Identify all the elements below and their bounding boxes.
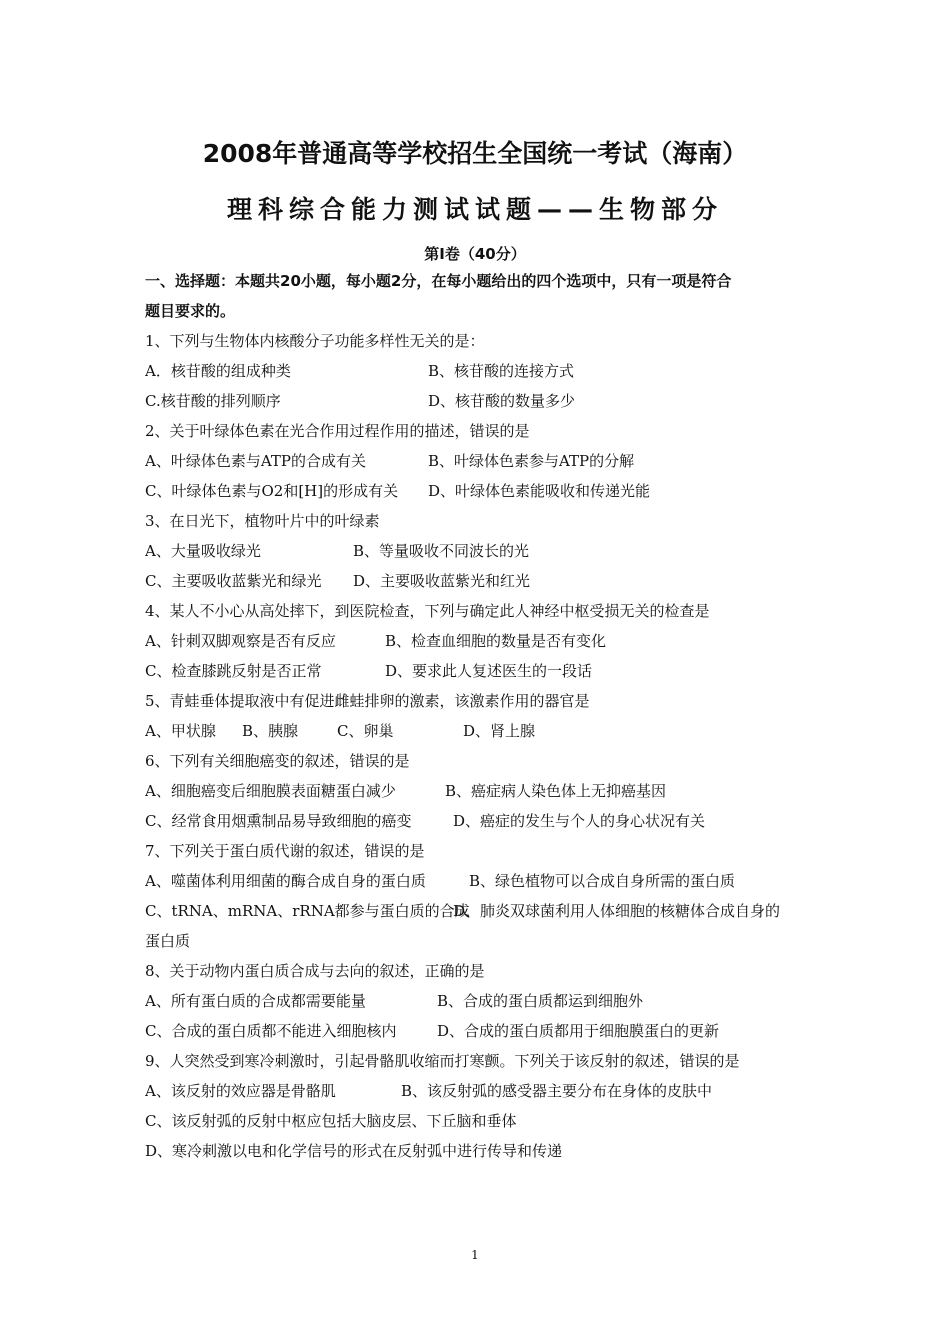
- question-stem: 6、下列有关细胞癌变的叙述，错误的是: [145, 752, 410, 770]
- question-stem: 5、青蛙垂体提取液中有促进雌蛙排卵的激素，该激素作用的器官是: [145, 692, 590, 710]
- option-c: C、该反射弧的反射中枢应包括大脑皮层、下丘脑和垂体: [145, 1112, 517, 1130]
- option-a: A、噬菌体利用细菌的酶合成自身的蛋白质: [145, 872, 426, 890]
- option-c: C、检查膝跳反射是否正常: [145, 662, 322, 680]
- page-number: 1: [471, 1248, 479, 1262]
- question-stem: 9、人突然受到寒冷刺激时，引起骨骼肌收缩而打寒颤。下列关于该反射的叙述，错误的是: [145, 1052, 740, 1070]
- option-row: [145, 356, 815, 386]
- option-d: D、核苷酸的数量多少: [428, 392, 576, 410]
- exam-title: 2008年普通高等学校招生全国统一考试（海南）: [202, 139, 748, 168]
- section-label: 第Ⅰ卷（40分）: [424, 245, 526, 263]
- option-c: C、经常食用烟熏制品易导致细胞的癌变: [145, 812, 412, 830]
- option-b: B、胰腺: [242, 722, 299, 740]
- option-a: A、细胞癌变后细胞膜表面糖蛋白减少: [145, 782, 396, 800]
- option-d: D、肺炎双球菌利用人体细胞的核糖体合成自身的: [453, 902, 781, 920]
- option-continuation: 蛋白质: [145, 932, 191, 950]
- option-row: [145, 656, 815, 686]
- option-row: [145, 806, 815, 836]
- option-row: [145, 626, 815, 656]
- option-row: [145, 446, 815, 476]
- option-d: D、要求此人复述医生的一段话: [385, 662, 593, 680]
- option-c: C、叶绿体色素与O2和[H]的形成有关: [145, 482, 399, 500]
- option-row: [145, 386, 815, 416]
- question-stem: 3、在日光下，植物叶片中的叶绿素: [145, 512, 380, 530]
- option-row: [145, 1076, 815, 1106]
- option-row: [145, 536, 815, 566]
- option-row: [145, 986, 815, 1016]
- question-stem: 8、关于动物内蛋白质合成与去向的叙述，正确的是: [145, 962, 485, 980]
- option-a: A、所有蛋白质的合成都需要能量: [145, 992, 366, 1010]
- option-c: C、主要吸收蓝紫光和绿光: [145, 572, 322, 590]
- option-b: B、核苷酸的连接方式: [428, 362, 575, 380]
- option-a: A、大量吸收绿光: [145, 542, 261, 560]
- question-body: [145, 266, 815, 1166]
- option-a: A．核苷酸的组成种类: [145, 362, 291, 380]
- instructions-line-2: 题目要求的。: [145, 302, 236, 320]
- option-c: C、tRNA、mRNA、rRNA都参与蛋白质的合成: [145, 902, 470, 920]
- option-b: B、绿色植物可以合成自身所需的蛋白质: [469, 872, 736, 890]
- question-stem: 1、下列与生物体内核酸分子功能多样性无关的是：: [145, 332, 485, 350]
- option-d: D、肾上腺: [463, 722, 536, 740]
- exam-subtitle: 理科综合能力测试试题——生物部分: [226, 195, 723, 224]
- option-b: B、合成的蛋白质都运到细胞外: [437, 992, 644, 1010]
- option-a: A、针刺双脚观察是否有反应: [145, 632, 336, 650]
- option-b: B、该反射弧的感受器主要分布在身体的皮肤中: [401, 1082, 713, 1100]
- option-d: D、合成的蛋白质都用于细胞膜蛋白的更新: [437, 1022, 720, 1040]
- option-b: B、检查血细胞的数量是否有变化: [385, 632, 607, 650]
- option-row: [145, 776, 815, 806]
- option-c: C.核苷酸的排列顺序: [145, 392, 281, 410]
- option-a: A、该反射的效应器是骨骼肌: [145, 1082, 336, 1100]
- option-row: [145, 716, 815, 746]
- option-row: [145, 896, 815, 926]
- option-d: D、寒冷刺激以电和化学信号的形式在反射弧中进行传导和传递: [145, 1142, 563, 1160]
- option-row: [145, 1016, 815, 1046]
- option-c: C、合成的蛋白质都不能进入细胞核内: [145, 1022, 397, 1040]
- option-d: D、主要吸收蓝紫光和红光: [353, 572, 531, 590]
- option-b: B、叶绿体色素参与ATP的分解: [428, 452, 635, 470]
- option-b: B、等量吸收不同波长的光: [353, 542, 530, 560]
- option-row: [145, 476, 815, 506]
- option-c: C、卵巢: [337, 722, 394, 740]
- instructions-line-1: 一、选择题：本题共20小题，每小题2分，在每小题给出的四个选项中，只有一项是符合: [145, 272, 732, 290]
- question-stem: 4、某人不小心从高处摔下，到医院检查，下列与确定此人神经中枢受损无关的检查是: [145, 602, 710, 620]
- question-stem: 2、关于叶绿体色素在光合作用过程作用的描述，错误的是: [145, 422, 530, 440]
- option-a: A、甲状腺: [145, 722, 216, 740]
- option-row: [145, 566, 815, 596]
- question-stem: 7、下列关于蛋白质代谢的叙述，错误的是: [145, 842, 425, 860]
- option-d: D、叶绿体色素能吸收和传递光能: [428, 482, 651, 500]
- option-row: [145, 866, 815, 896]
- option-a: A、叶绿体色素与ATP的合成有关: [145, 452, 366, 470]
- option-d: D、癌症的发生与个人的身心状况有关: [453, 812, 706, 830]
- option-b: B、癌症病人染色体上无抑癌基因: [445, 782, 667, 800]
